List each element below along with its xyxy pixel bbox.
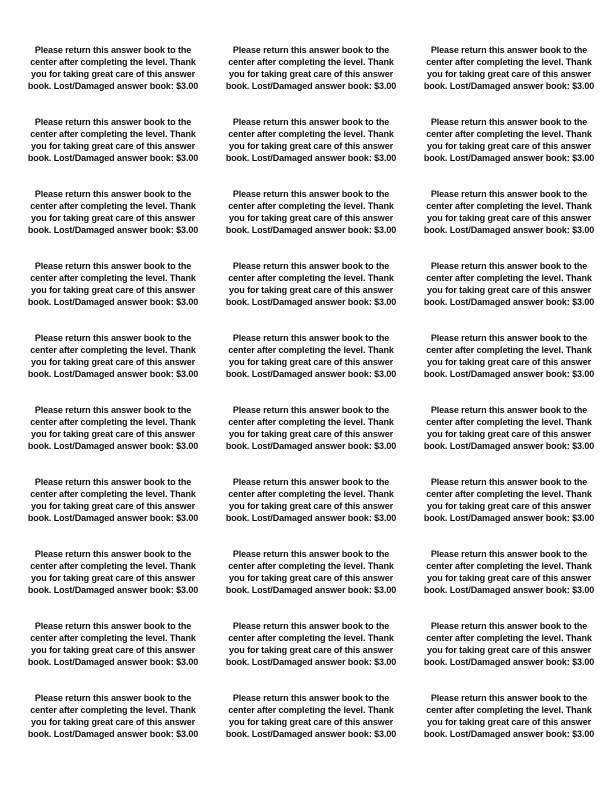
label-text: Please return this answer book to the center after completing the level. Thank you for taking great care of this answer book. Lost/Damaged answer book: $3.00: [423, 477, 595, 523]
answer-book-label: [212, 548, 410, 620]
label-text: Please return this answer book to the center after completing the level. Thank you for taking great care of this answer book. Lost/Damaged answer book: $3.00: [27, 693, 199, 739]
answer-book-label: [410, 548, 608, 620]
label-text: Please return this answer book to the center after completing the level. Thank you for taking great care of this answer book. Lost/Damaged answer book: $3.00: [27, 405, 199, 451]
label-text: Please return this answer book to the center after completing the level. Thank you for taking great care of this answer book. Lost/Damaged answer book: $3.00: [423, 693, 595, 739]
answer-book-label: [212, 620, 410, 692]
label-text: Please return this answer book to the center after completing the level. Thank you for taking great care of this answer book. Lost/Damaged answer book: $3.00: [423, 189, 595, 235]
answer-book-label: [14, 44, 212, 116]
answer-book-label: [410, 332, 608, 404]
label-text: Please return this answer book to the center after completing the level. Thank you for taking great care of this answer book. Lost/Damaged answer book: $3.00: [423, 261, 595, 307]
answer-book-label: [14, 116, 212, 188]
label-text: Please return this answer book to the center after completing the level. Thank you for taking great care of this answer book. Lost/Damaged answer book: $3.00: [27, 333, 199, 379]
label-text: Please return this answer book to the center after completing the level. Thank you for taking great care of this answer book. Lost/Damaged answer book: $3.00: [225, 189, 397, 235]
answer-book-label: [212, 44, 410, 116]
label-text: Please return this answer book to the center after completing the level. Thank you for taking great care of this answer book. Lost/Damaged answer book: $3.00: [423, 117, 595, 163]
answer-book-label: [212, 332, 410, 404]
label-text: Please return this answer book to the center after completing the level. Thank you for taking great care of this answer book. Lost/Damaged answer book: $3.00: [225, 45, 397, 91]
label-text: Please return this answer book to the center after completing the level. Thank you for taking great care of this answer book. Lost/Damaged answer book: $3.00: [423, 621, 595, 667]
label-text: Please return this answer book to the center after completing the level. Thank you for taking great care of this answer book. Lost/Damaged answer book: $3.00: [225, 549, 397, 595]
answer-book-label: [410, 476, 608, 548]
label-text: Please return this answer book to the center after completing the level. Thank you for taking great care of this answer book. Lost/Damaged answer book: $3.00: [225, 117, 397, 163]
answer-book-label: [212, 116, 410, 188]
answer-book-label: [14, 260, 212, 332]
label-text: Please return this answer book to the center after completing the level. Thank you for taking great care of this answer book. Lost/Damaged answer book: $3.00: [423, 333, 595, 379]
answer-book-label: [212, 260, 410, 332]
answer-book-label: [212, 404, 410, 476]
answer-book-label: [14, 548, 212, 620]
answer-book-label: [410, 260, 608, 332]
answer-book-label: [14, 332, 212, 404]
label-text: Please return this answer book to the center after completing the level. Thank you for taking great care of this answer book. Lost/Damaged answer book: $3.00: [225, 621, 397, 667]
label-text: Please return this answer book to the center after completing the level. Thank you for taking great care of this answer book. Lost/Damaged answer book: $3.00: [27, 45, 199, 91]
answer-book-label: [410, 620, 608, 692]
answer-book-label: [410, 692, 608, 764]
answer-book-label: [14, 620, 212, 692]
label-text: Please return this answer book to the center after completing the level. Thank you for taking great care of this answer book. Lost/Damaged answer book: $3.00: [225, 477, 397, 523]
answer-book-label: [14, 188, 212, 260]
label-text: Please return this answer book to the center after completing the level. Thank you for taking great care of this answer book. Lost/Damaged answer book: $3.00: [27, 117, 199, 163]
answer-book-label: [410, 188, 608, 260]
label-text: Please return this answer book to the center after completing the level. Thank you for taking great care of this answer book. Lost/Damaged answer book: $3.00: [27, 549, 199, 595]
answer-book-label: [410, 404, 608, 476]
answer-book-label: [14, 404, 212, 476]
answer-book-label: [410, 44, 608, 116]
answer-book-label: [410, 116, 608, 188]
label-text: Please return this answer book to the center after completing the level. Thank you for taking great care of this answer book. Lost/Damaged answer book: $3.00: [423, 549, 595, 595]
answer-book-label: [212, 476, 410, 548]
answer-book-label: [212, 692, 410, 764]
label-text: Please return this answer book to the center after completing the level. Thank you for taking great care of this answer book. Lost/Damaged answer book: $3.00: [225, 333, 397, 379]
answer-book-label: [14, 476, 212, 548]
label-sheet: [14, 44, 608, 764]
label-text: Please return this answer book to the center after completing the level. Thank you for taking great care of this answer book. Lost/Damaged answer book: $3.00: [27, 621, 199, 667]
label-text: Please return this answer book to the center after completing the level. Thank you for taking great care of this answer book. Lost/Damaged answer book: $3.00: [225, 693, 397, 739]
label-text: Please return this answer book to the center after completing the level. Thank you for taking great care of this answer book. Lost/Damaged answer book: $3.00: [27, 189, 199, 235]
label-text: Please return this answer book to the center after completing the level. Thank you for taking great care of this answer book. Lost/Damaged answer book: $3.00: [27, 477, 199, 523]
label-text: Please return this answer book to the center after completing the level. Thank you for taking great care of this answer book. Lost/Damaged answer book: $3.00: [27, 261, 199, 307]
answer-book-label: [212, 188, 410, 260]
label-text: Please return this answer book to the center after completing the level. Thank you for taking great care of this answer book. Lost/Damaged answer book: $3.00: [423, 45, 595, 91]
label-text: Please return this answer book to the center after completing the level. Thank you for taking great care of this answer book. Lost/Damaged answer book: $3.00: [225, 405, 397, 451]
label-text: Please return this answer book to the center after completing the level. Thank you for taking great care of this answer book. Lost/Damaged answer book: $3.00: [225, 261, 397, 307]
answer-book-label: [14, 692, 212, 764]
label-text: Please return this answer book to the center after completing the level. Thank you for taking great care of this answer book. Lost/Damaged answer book: $3.00: [423, 405, 595, 451]
